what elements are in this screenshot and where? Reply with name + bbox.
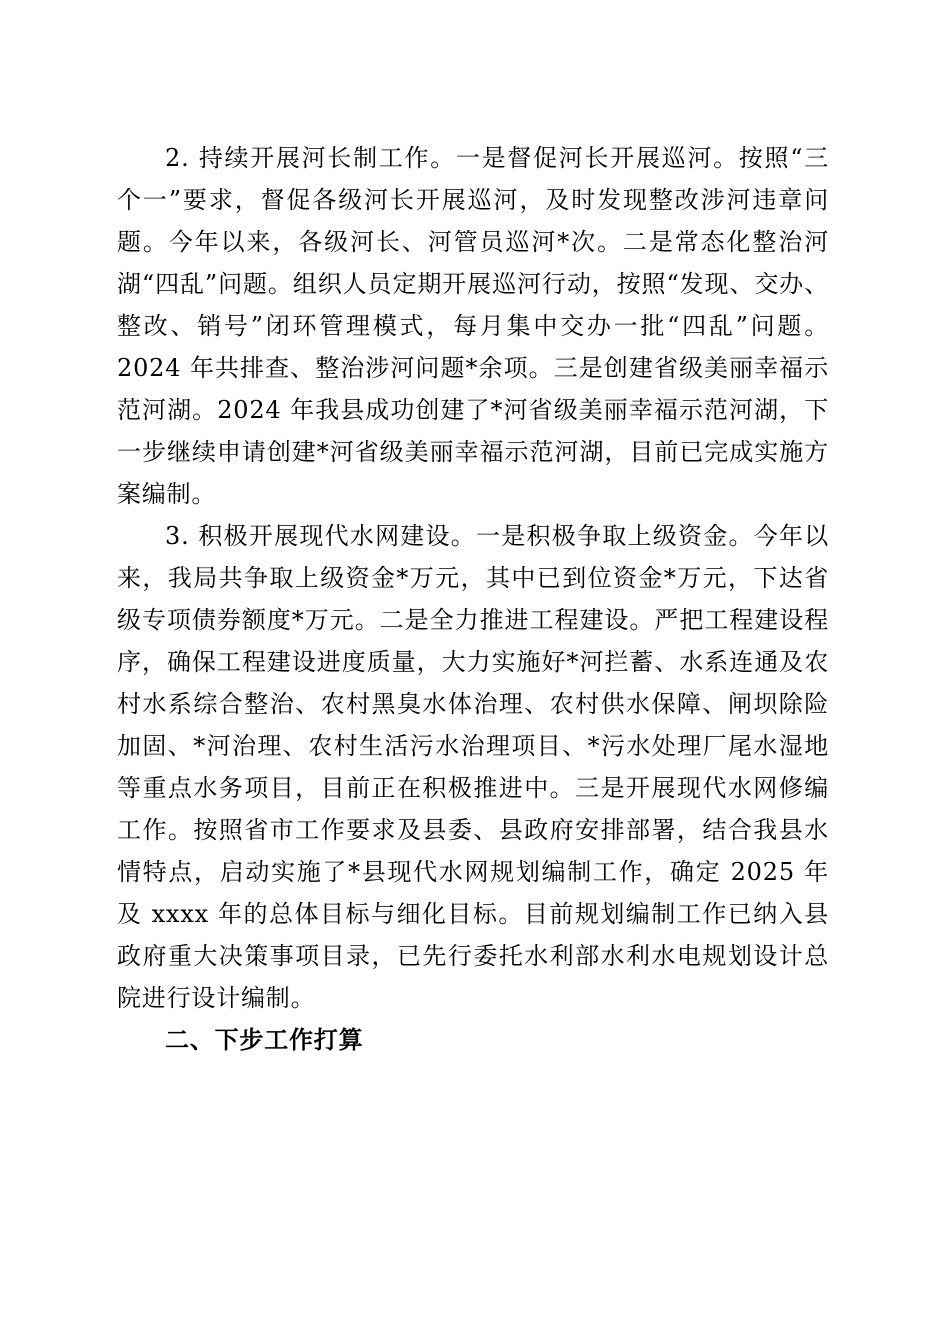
paragraph-river-chief-work: 2. 持续开展河长制工作。一是督促河长开展巡河。按照“三个一”要求，督促各级河长开展巡河，及时发现整改涉河违章问题。今年以来，各级河长、河管员巡河*次。二是常态化整治河湖“四乱”问题。组织人员定期开展巡河行动，按照“发现、交办、整改、销号”闭环管理模式，每月集中交办一批“四乱”问题。2024 年共排查、整治涉河问题*余项。三是创建省级美丽幸福示范河湖。2024 年我县成功创建了*河省级美丽幸福示范河湖，下一步继续申请创建*河省级美丽幸福示范河湖，目前已完成实施方案编制。 <box>117 144 829 508</box>
section-heading-next-steps: 二、下步工作打算 <box>165 1026 364 1054</box>
document-body <box>117 137 829 1061</box>
paragraph-water-network-construction: 3. 积极开展现代水网建设。一是积极争取上级资金。今年以来，我局共争取上级资金*万元，其中已到位资金*万元，下达省级专项债券额度*万元。二是全力推进工程建设。严把工程建设程序，确保工程建设进度质量，大力实施好*河拦蓄、水系连通及农村水系综合整治、农村黑臭水体治理、农村供水保障、闸坝除险加固、*河治理、农村生活污水治理项目、*污水处理厂尾水湿地等重点水务项目，目前正在积极推进中。三是开展现代水网修编工作。按照省市工作要求及县委、县政府安排部署，结合我县水情特点，启动实施了*县现代水网规划编制工作，确定 2025 年及 xxxx 年的总体目标与细化目标。目前规划编制工作已纳入县政府重大决策事项目录，已先行委托水利部水利水电规划设计总院进行设计编制。 <box>117 522 829 1012</box>
